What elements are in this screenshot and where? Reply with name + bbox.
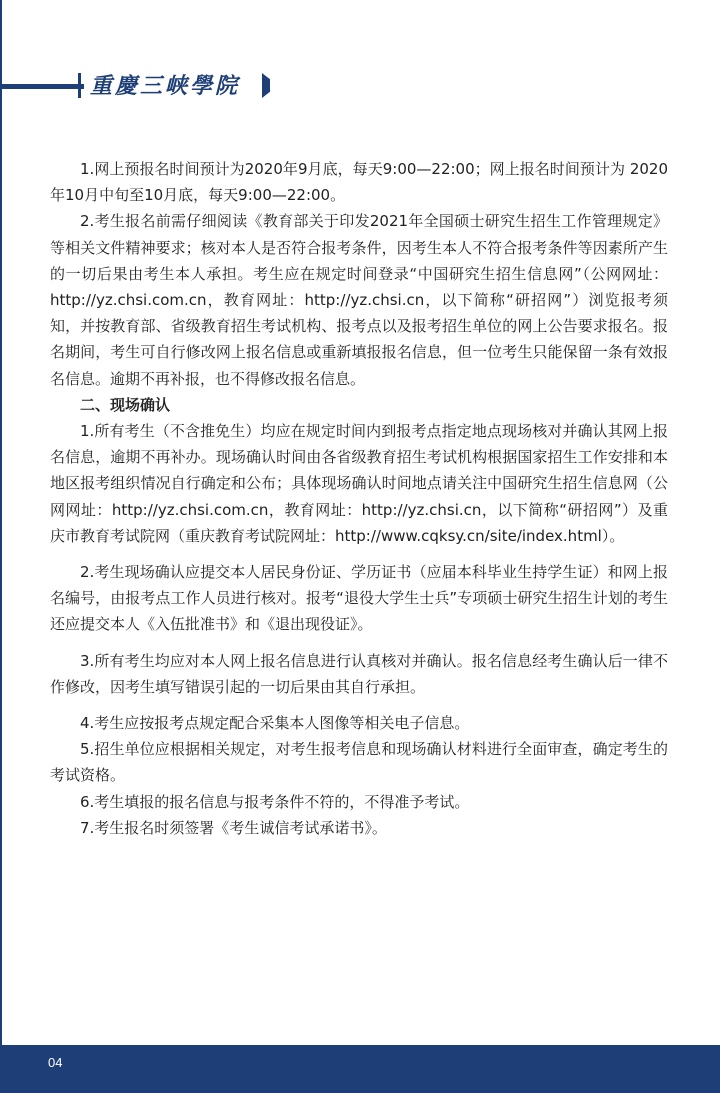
university-logo-text: 重慶三峡學院 <box>90 73 241 99</box>
paragraph-onsite-confirmation-2: 2.考生现场确认应提交本人居民身份证、学历证书（应届本科毕业生持学生证）和网上报名编号，由报考点工作人员进行核对。报考“退役大学生士兵”专项硕士研究生招生计划的考生还应提交本人《入伍批准书》和《退出现役证》。 <box>50 563 668 634</box>
header-banner <box>0 72 278 102</box>
section-heading-onsite-confirmation: 二、现场确认 <box>80 395 171 414</box>
header-bar <box>0 84 84 89</box>
paragraph-onsite-confirmation-5: 5.招生单位应根据相关规定，对考生报考信息和现场确认材料进行全面审查，确定考生的考试资格。 <box>50 740 668 785</box>
document-body <box>50 156 668 841</box>
header-divider-tick <box>78 73 81 98</box>
page-number: 04 <box>48 1055 63 1070</box>
paragraph-registration-notes: 2.考生报名前需仔细阅读《教育部关于印发2021年全国硕士研究生招生工作管理规定》等相关文件精神要求；核对本人是否符合报考条件，因考生本人不符合报考条件等因素所产生的一切后果由考生本人承担。考生应在规定时间登录“中国研究生招生信息网”（公网网址：http://yz.chsi.com.cn，教育网址：http://yz.chsi.cn，以下简称“研招网”）浏览报考须知，并按教育部、省级教育招生考试机构、报考点以及报考招生单位的网上公告要求报名。报名期间，考生可自行修改网上报名信息或重新填报报名信息，但一位考生只能保留一条有效报名信息。逾期不再补报，也不得修改报名信息。 <box>50 212 668 388</box>
paragraph-online-registration-time: 1.网上预报名时间预计为2020年9月底，每天9:00—22:00；网上报名时间预计为 2020年10月中旬至10月底，每天9:00—22:00。 <box>50 160 668 205</box>
paragraph-onsite-confirmation-3: 3.所有考生均应对本人网上报名信息进行认真核对并确认。报名信息经考生确认后一律不作修改，因考生填写错误引起的一切后果由其自行承担。 <box>50 651 668 696</box>
left-border-rule <box>0 0 2 1045</box>
footer-bar <box>0 1045 720 1093</box>
paragraph-onsite-confirmation-7: 7.考生报名时须签署《考生诚信考试承诺书》。 <box>80 818 387 837</box>
paragraph-onsite-confirmation-4: 4.考生应按报考点规定配合采集本人图像等相关电子信息。 <box>80 714 470 733</box>
header-end-arrow <box>262 73 270 98</box>
paragraph-onsite-confirmation-6: 6.考生填报的报名信息与报考条件不符的，不得准予考试。 <box>80 792 470 811</box>
paragraph-onsite-confirmation-1: 1.所有考生（不含推免生）均应在规定时间内到报考点指定地点现场核对并确认其网上报名信息，逾期不再补办。现场确认时间由各省级教育招生考试机构根据国家招生工作安排和本地区报考组织情况自行确定和公布；具体现场确认时间地点请关注中国研究生招生信息网（公网网址：http://yz.chsi.com.cn，教育网址：http://yz.chsi.cn，以下简称“研招网”）及重庆市教育考试院网（重庆教育考试院网址：http://www.cqksy.cn/site/index.html）。 <box>50 422 668 545</box>
